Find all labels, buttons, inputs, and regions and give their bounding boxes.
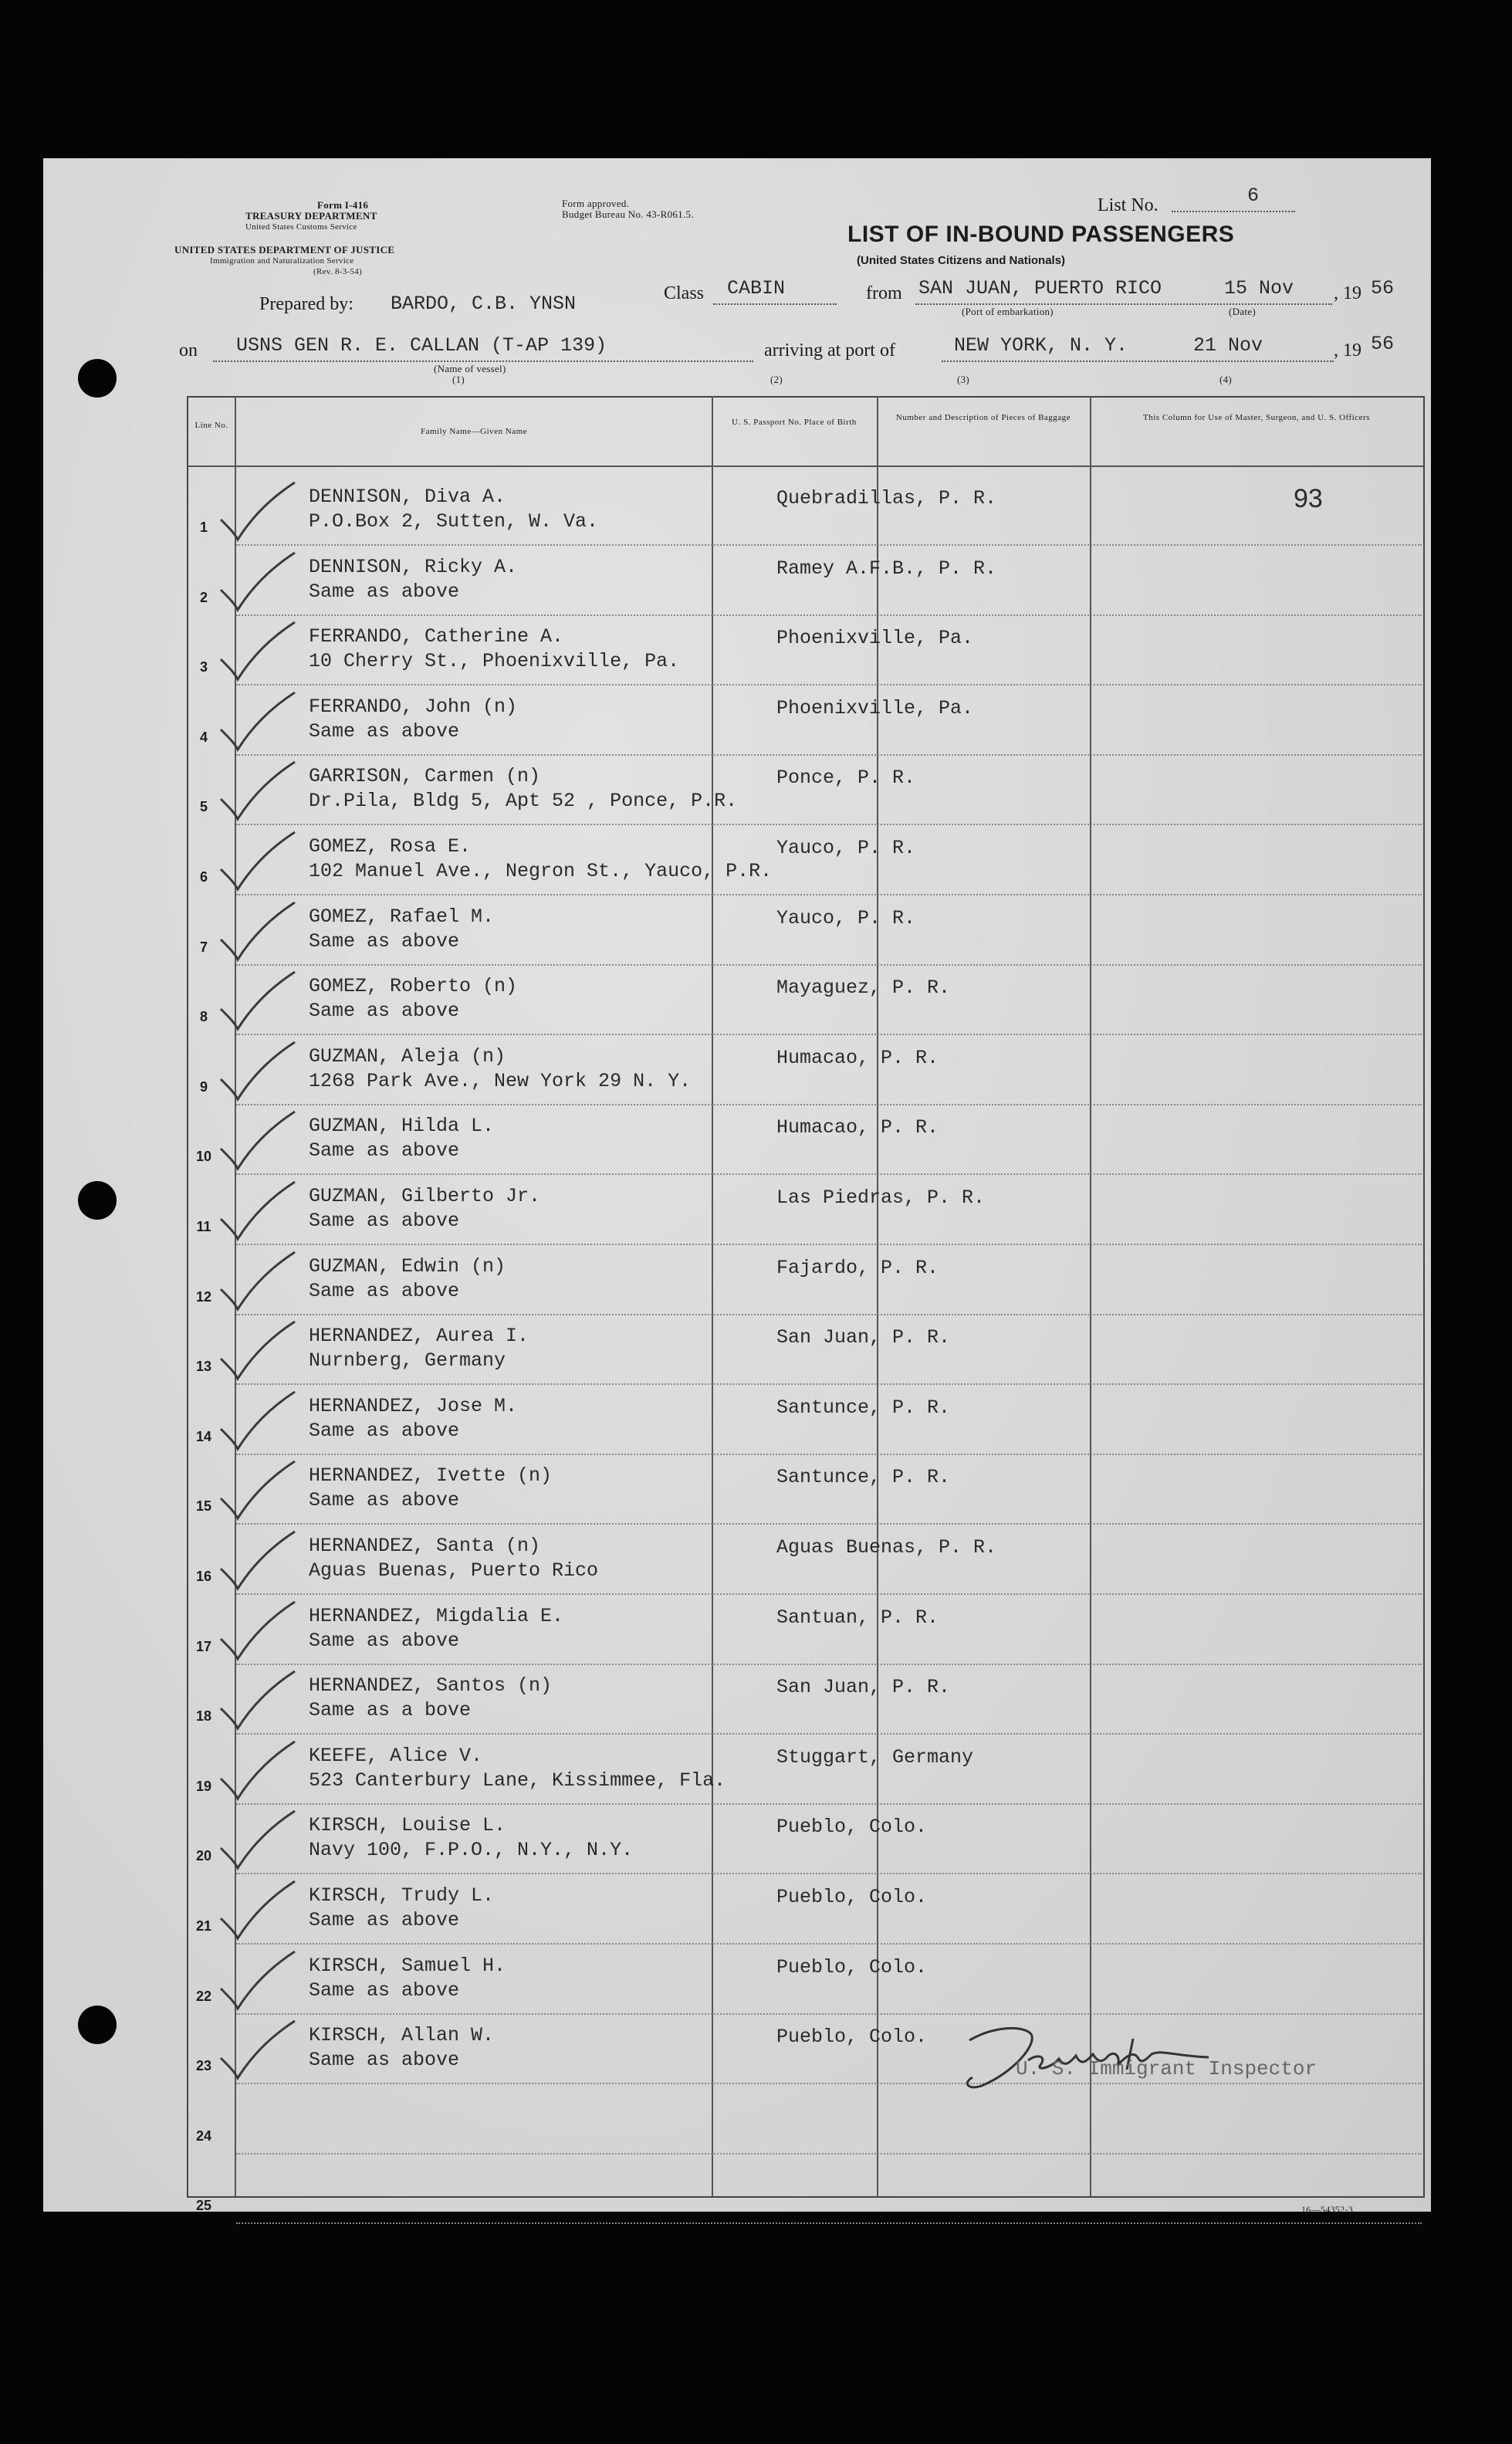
passenger-address: Same as above: [309, 1279, 460, 1302]
passenger-name: KIRSCH, Allan W.: [309, 2024, 495, 2047]
place-of-birth: Fajardo, P. R.: [776, 1256, 939, 1279]
port-embark-caption: (Port of embarkation): [962, 306, 1054, 317]
table-row: [43, 1599, 1431, 1667]
row-divider: [236, 1383, 1422, 1385]
line-number: 4: [199, 729, 208, 745]
table-row: [43, 1318, 1431, 1386]
row-divider: [236, 824, 1422, 825]
passenger-address: Same as above: [309, 929, 460, 953]
class-label: Class: [664, 283, 705, 303]
row-divider: [236, 1173, 1422, 1175]
line-number: 8: [199, 1009, 208, 1025]
line-number: 14: [195, 1428, 212, 1444]
check-mark-icon: [215, 2013, 299, 2083]
table-row: [43, 899, 1431, 967]
check-mark-icon: [215, 1034, 299, 1104]
list-no-value: 6: [1247, 184, 1260, 207]
passenger-address: Dr.Pila, Bldg 5, Apt 52 , Ponce, P.R.: [309, 790, 738, 813]
check-mark-icon: [215, 1944, 299, 2013]
passenger-address: Same as above: [309, 719, 460, 743]
from-label: from: [866, 283, 902, 303]
passenger-name: GARRISON, Carmen (n): [309, 765, 541, 788]
vessel-line: [213, 361, 753, 362]
check-mark-icon: [215, 1524, 299, 1593]
place-of-birth: Humacao, P. R.: [776, 1116, 939, 1139]
table-row: [43, 969, 1431, 1037]
table-row: [43, 1948, 1431, 2016]
passenger-name: DENNISON, Ricky A.: [309, 555, 518, 578]
footer-code: 16—54352-3: [1301, 2204, 1353, 2215]
table-row: [43, 1249, 1431, 1317]
check-mark-icon: [215, 1104, 299, 1173]
passenger-name: HERNANDEZ, Ivette (n): [309, 1464, 553, 1488]
check-mark-icon: [215, 685, 299, 754]
passenger-name: GOMEZ, Rafael M.: [309, 905, 495, 928]
row-divider: [236, 1454, 1422, 1455]
year-prefix-2: , 19: [1334, 340, 1361, 361]
place-of-birth: Ramey A.F.B., P. R.: [776, 557, 997, 580]
passenger-address: 102 Manuel Ave., Negron St., Yauco, P.R.: [309, 860, 773, 882]
row-divider: [236, 1873, 1422, 1874]
table-row: [43, 829, 1431, 897]
page-title: LIST OF IN-BOUND PASSENGERS: [847, 222, 1235, 247]
passenger-name: GOMEZ, Roberto (n): [309, 975, 518, 998]
place-of-birth: Yauco, P. R.: [776, 906, 916, 929]
check-mark-icon: [215, 1664, 299, 1733]
passenger-name: GUZMAN, Edwin (n): [309, 1254, 506, 1278]
place-of-birth: Stuggart, Germany: [776, 1745, 974, 1769]
on-label: on: [179, 340, 198, 361]
passenger-address: 1268 Park Ave., New York 29 N. Y.: [309, 1069, 692, 1092]
row-divider: [236, 2222, 1422, 2224]
header-line-no: Line No.: [194, 421, 228, 430]
passenger-name: HERNANDEZ, Aurea I.: [309, 1325, 529, 1348]
passenger-name: HERNANDEZ, Migdalia E.: [309, 1604, 564, 1627]
line-number: 7: [199, 939, 208, 955]
vessel-caption: (Name of vessel): [434, 363, 506, 374]
place-of-birth: Pueblo, Colo.: [776, 1955, 928, 1979]
place-of-birth: Santunce, P. R.: [776, 1396, 951, 1419]
place-of-birth: San Juan, P. R.: [776, 1326, 951, 1349]
line-number: 17: [195, 1638, 212, 1654]
budget-bureau: Budget Bureau No. 43-R061.5.: [562, 208, 694, 220]
check-mark-icon: [215, 1734, 299, 1803]
row-divider: [236, 1244, 1422, 1245]
passenger-name: GUZMAN, Aleja (n): [309, 1044, 506, 1068]
check-mark-icon: [215, 964, 299, 1034]
justice-dept: UNITED STATES DEPARTMENT OF JUSTICE: [174, 244, 395, 256]
check-mark-icon: [215, 614, 299, 684]
passenger-name: HERNANDEZ, Jose M.: [309, 1394, 518, 1417]
list-no-label: List No.: [1098, 195, 1159, 215]
passenger-address: Same as a bove: [309, 1699, 472, 1722]
table-row: [43, 1808, 1431, 1876]
check-mark-icon: [215, 754, 299, 824]
row-divider: [236, 1104, 1422, 1105]
row-divider: [236, 684, 1422, 685]
arriving-label: arriving at port of: [764, 340, 895, 361]
header-passport: U. S. Passport No. Place of Birth: [732, 418, 857, 427]
header-bottom-rule: [187, 465, 1423, 467]
passenger-address: Same as above: [309, 1210, 460, 1232]
ins-service: Immigration and Naturalization Service: [210, 256, 354, 266]
line-number: 6: [199, 869, 208, 885]
passenger-name: GOMEZ, Rosa E.: [309, 835, 472, 858]
from-line: [915, 303, 1332, 305]
passenger-address: Same as above: [309, 580, 460, 603]
line-number: 25: [195, 2198, 212, 2214]
row-divider: [236, 1803, 1422, 1805]
passenger-name: HERNANDEZ, Santos (n): [309, 1674, 553, 1698]
line-number: 22: [195, 1988, 212, 2004]
line-number: 20: [195, 1848, 212, 1864]
arrival-port-value: NEW YORK, N. Y.: [954, 334, 1128, 357]
from-year-value: 56: [1371, 277, 1395, 300]
place-of-birth: Pueblo, Colo.: [776, 1816, 928, 1839]
passenger-address: P.O.Box 2, Sutten, W. Va.: [309, 510, 599, 533]
prepared-by-value: BARDO, C.B. YNSN: [391, 293, 577, 315]
place-of-birth: Santuan, P. R.: [776, 1606, 939, 1629]
place-of-birth: Aguas Buenas, P. R.: [776, 1536, 997, 1559]
table-row: [43, 1039, 1431, 1107]
inspector-stamp: U. S. Immigrant Inspector: [1016, 2057, 1318, 2080]
from-date-value: 15 Nov: [1224, 277, 1294, 300]
place-of-birth: Phoenixville, Pa.: [776, 696, 974, 719]
row-divider: [236, 2153, 1422, 2155]
officer-note: 93: [1294, 484, 1323, 513]
passenger-address: Same as above: [309, 1139, 460, 1163]
place-of-birth: San Juan, P. R.: [776, 1676, 951, 1699]
passenger-address: Aguas Buenas, Puerto Rico: [309, 1559, 599, 1582]
form-number: Form I-416: [317, 199, 369, 211]
from-port-value: SAN JUAN, PUERTO RICO: [918, 277, 1162, 300]
line-number: 1: [199, 520, 208, 535]
passenger-name: GUZMAN, Hilda L.: [309, 1115, 495, 1138]
passenger-name: DENNISON, Diva A.: [309, 486, 506, 508]
hole-punch-1: [78, 359, 117, 398]
passenger-address: 523 Canterbury Lane, Kissimmee, Fla.: [309, 1769, 726, 1792]
row-divider: [236, 754, 1422, 756]
passenger-name: KEEFE, Alice V.: [309, 1744, 483, 1767]
line-number: 5: [199, 799, 208, 815]
line-number: 24: [195, 2127, 212, 2144]
col-index-1: (1): [452, 374, 465, 385]
passenger-address: Nurnberg, Germany: [309, 1349, 506, 1373]
table-row: [43, 479, 1431, 547]
check-mark-icon: [215, 1594, 299, 1664]
manifest-page: [43, 158, 1431, 2215]
place-of-birth: Pueblo, Colo.: [776, 1886, 928, 1908]
list-no-line: [1172, 211, 1295, 212]
line-number: 15: [195, 1498, 212, 1515]
row-divider: [236, 1314, 1422, 1315]
page-subtitle: (United States Citizens and Nationals): [857, 254, 1066, 267]
passenger-name: HERNANDEZ, Santa (n): [309, 1535, 541, 1557]
form-approved: Form approved.: [562, 198, 630, 209]
header-baggage: Number and Description of Pieces of Baggage: [895, 413, 1071, 422]
line-number: 10: [195, 1149, 212, 1165]
passenger-name: KIRSCH, Samuel H.: [309, 1954, 506, 1977]
check-mark-icon: [215, 1174, 299, 1244]
table-row: [43, 1738, 1431, 1806]
row-divider: [236, 1593, 1422, 1595]
row-divider: [236, 614, 1422, 616]
table-row: [43, 759, 1431, 827]
class-value: CABIN: [727, 277, 786, 300]
row-divider: [236, 1664, 1422, 1665]
arrival-year-value: 56: [1371, 333, 1395, 355]
table-row: [43, 2158, 1431, 2226]
vessel-value: USNS GEN R. E. CALLAN (T-AP 139): [236, 334, 607, 357]
line-number: 11: [196, 1219, 211, 1234]
passenger-address: Same as above: [309, 1419, 460, 1442]
row-divider: [236, 1523, 1422, 1525]
passenger-address: Same as above: [309, 2049, 460, 2072]
line-number: 19: [195, 1778, 212, 1794]
passenger-name: GUZMAN, Gilberto Jr.: [309, 1185, 541, 1207]
table-row: [43, 1389, 1431, 1457]
place-of-birth: Humacao, P. R.: [776, 1046, 939, 1069]
line-number: 9: [199, 1078, 208, 1095]
passenger-name: KIRSCH, Trudy L.: [309, 1884, 495, 1907]
table-row: [43, 619, 1431, 687]
row-divider: [236, 1733, 1422, 1735]
row-divider: [236, 1943, 1422, 1945]
passenger-address: 10 Cherry St., Phoenixville, Pa.: [309, 650, 680, 673]
check-mark-icon: [215, 824, 299, 894]
passenger-address: Same as above: [309, 1909, 460, 1931]
check-mark-icon: [215, 475, 299, 544]
passenger-name: KIRSCH, Louise L.: [309, 1814, 506, 1837]
check-mark-icon: [215, 1803, 299, 1873]
check-mark-icon: [215, 895, 299, 964]
place-of-birth: Yauco, P. R.: [776, 837, 916, 859]
passenger-address: Navy 100, F.P.O., N.Y., N.Y.: [309, 1839, 634, 1862]
place-of-birth: Santunce, P. R.: [776, 1466, 951, 1489]
line-number: 23: [195, 2058, 212, 2074]
place-of-birth: Mayaguez, P. R.: [776, 977, 951, 1000]
table-row: [43, 550, 1431, 618]
header-name: Family Name—Given Name: [420, 427, 528, 436]
passenger-name: FERRANDO, John (n): [309, 695, 518, 718]
year-prefix-1: , 19: [1334, 283, 1361, 303]
col-index-3: (3): [957, 374, 970, 385]
check-mark-icon: [215, 545, 299, 614]
line-number: 21: [195, 1918, 212, 1934]
check-mark-icon: [215, 1244, 299, 1314]
row-divider: [236, 1034, 1422, 1035]
line-number: 3: [199, 659, 208, 675]
place-of-birth: Pueblo, Colo.: [776, 2026, 928, 2049]
customs-service: United States Customs Service: [245, 222, 357, 232]
arrival-date-value: 21 Nov: [1193, 334, 1263, 357]
check-mark-icon: [215, 1314, 299, 1383]
table-row: [43, 1878, 1431, 1946]
line-number: 18: [195, 1708, 212, 1725]
row-divider: [236, 544, 1422, 546]
place-of-birth: Las Piedras, P. R.: [776, 1186, 986, 1209]
col-index-4: (4): [1219, 374, 1233, 385]
treasury-dept: TREASURY DEPARTMENT: [245, 210, 377, 222]
table-row: [43, 689, 1431, 757]
date-caption-1: (Date): [1229, 306, 1256, 317]
table-row: [43, 1458, 1431, 1526]
passenger-address: Same as above: [309, 1979, 460, 2002]
line-number: 16: [195, 1569, 212, 1584]
line-number: 12: [195, 1288, 212, 1305]
prepared-by-label: Prepared by:: [259, 294, 353, 314]
line-number: 2: [199, 589, 208, 605]
check-mark-icon: [215, 1454, 299, 1523]
header-officers: This Column for Use of Master, Surgeon, and U. S. Officers: [1143, 413, 1370, 422]
table-row: [43, 1109, 1431, 1176]
col-index-2: (2): [770, 374, 783, 385]
table-row: [43, 1528, 1431, 1596]
revision: (Rev. 8-3-54): [313, 267, 363, 276]
table-row: [43, 1668, 1431, 1736]
place-of-birth: Quebradillas, P. R.: [776, 487, 997, 509]
line-number: 13: [195, 1359, 212, 1375]
passenger-address: Same as above: [309, 1629, 460, 1652]
check-mark-icon: [215, 1384, 299, 1454]
row-divider: [236, 894, 1422, 895]
place-of-birth: Ponce, P. R.: [776, 767, 916, 790]
passenger-address: Same as above: [309, 1489, 460, 1512]
row-divider: [236, 964, 1422, 966]
passenger-name: FERRANDO, Catherine A.: [309, 625, 564, 648]
check-mark-icon: [215, 1874, 299, 1943]
table-row: [43, 1179, 1431, 1247]
arrival-line: [942, 361, 1334, 362]
place-of-birth: Phoenixville, Pa.: [776, 627, 974, 650]
passenger-address: Same as above: [309, 1000, 460, 1023]
class-line: [713, 303, 837, 305]
